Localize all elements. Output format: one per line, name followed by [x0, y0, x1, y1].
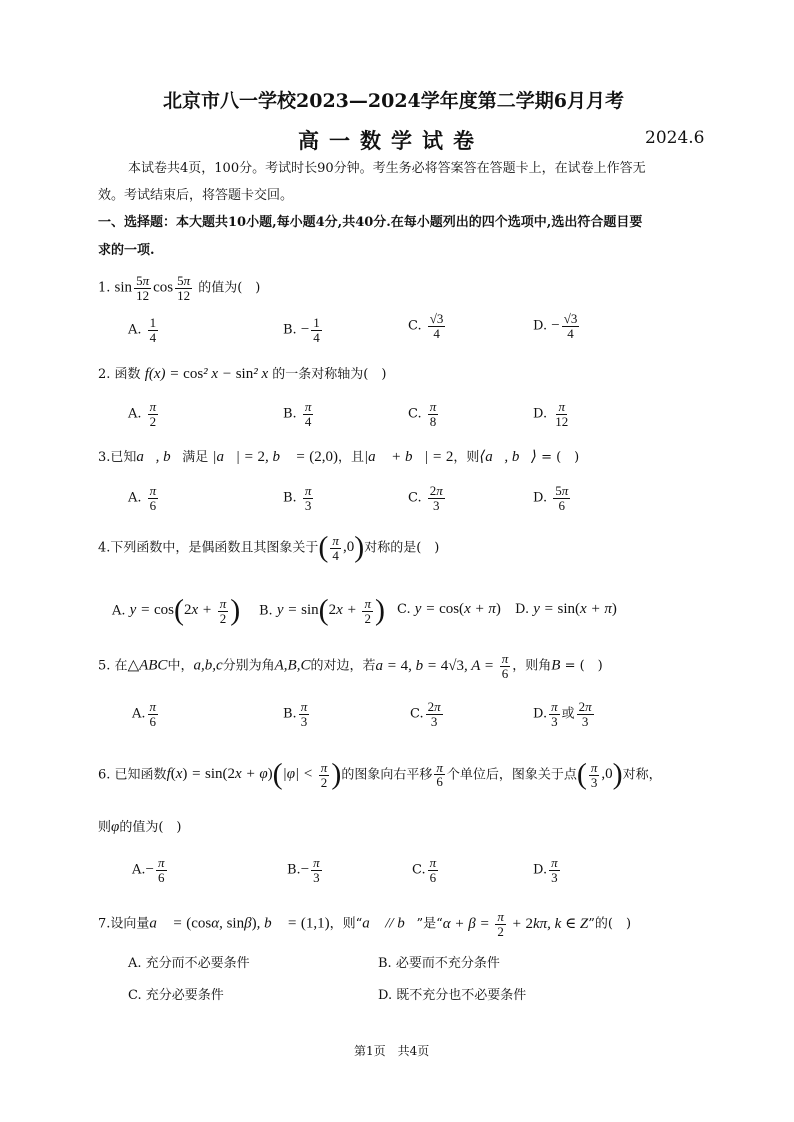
- question-4-stem: 4.下列函数中，是偶函数且其图象关于( $\frac{\pi}{4}$ ,0)对称的是( ): [98, 531, 440, 564]
- q6-option-b: B.− $\frac{\pi}{3}$: [287, 855, 320, 885]
- question-2-stem: 2. 函数 f(x) = cos² x − sin² x 的一条对称轴为( ): [98, 366, 387, 382]
- q6-option-c: C. $\frac{\pi}{6}$: [412, 855, 437, 885]
- question-6-stem-line-2: 则φ的值为( ): [98, 819, 182, 835]
- question-5-stem: 5. 在△ABC中，a,b,c分别为角A,B,C的对边，若a = 4, b = 4√3, A = $\frac{\pi}{6}$ ，则角B = ( ): [98, 651, 603, 681]
- exam-title: 北京市八一学校2023—2024学年度第二学期6月月考: [163, 90, 624, 112]
- q1-option-a: A. $\frac{1}{4}$: [128, 315, 157, 345]
- q3-option-d: D. $\frac{5\pi}{6}$: [533, 483, 569, 513]
- page-footer: 第1页 共4页: [354, 1044, 430, 1058]
- q1-option-c: C. $\frac{√3}{4}$: [408, 311, 444, 341]
- question-number: 1.: [98, 280, 111, 296]
- q4-option-d: D. y = sin(x + π): [515, 601, 617, 617]
- q5-option-a: A. $\frac{\pi}{6}$: [132, 699, 157, 729]
- section-heading-line-1: 一、选择题：本大题共10小题,每小题4分,共40分.在每小题列出的四个选项中,选出符合题目要: [98, 215, 643, 230]
- q4-option-b: B. y = sin(2x + $\frac{\pi}{2}$ ): [259, 594, 385, 627]
- section-heading-line-2: 求的一项.: [98, 243, 155, 258]
- q5-option-d: D. $\frac{\pi}{3}$ 或 $\frac{2\pi}{3}$: [533, 699, 592, 729]
- q3-option-b: B. $\frac{\pi}{3}$: [283, 483, 312, 513]
- q4-option-c: C. y = cos(x + π): [397, 601, 501, 617]
- intro-line-2: 效。考试结束后，将答题卡交回。: [98, 188, 294, 203]
- q2-option-b: B. $\frac{\pi}{4}$: [283, 399, 312, 429]
- q4-option-a: A. y = cos(2x + $\frac{\pi}{2}$ ): [112, 594, 241, 627]
- intro-line-1: 本试卷共4页，100分。考试时长90分钟。考生务必将答案答在答题卡上，在试卷上作答无: [128, 161, 646, 176]
- q6-option-a: A.− $\frac{\pi}{6}$: [132, 855, 165, 885]
- question-stem-text: 的值为( ): [198, 280, 261, 296]
- q3-option-c: C. $\frac{2\pi}{3}$: [408, 483, 443, 513]
- q1-option-b: B. − $\frac{1}{4}$: [283, 315, 320, 345]
- q5-option-b: B. $\frac{\pi}{3}$: [283, 699, 308, 729]
- q7-option-c: C. 充分必要条件: [128, 988, 224, 1003]
- q7-option-b: B. 必要而不充分条件: [378, 956, 500, 971]
- q1-option-d: D. − $\frac{√3}{4}$: [533, 311, 578, 341]
- q2-option-a: A. $\frac{\pi}{2}$: [128, 399, 157, 429]
- q7-option-a: A. 充分而不必要条件: [128, 956, 250, 971]
- q6-option-d: D. $\frac{\pi}{3}$: [533, 855, 558, 885]
- q5-option-c: C. $\frac{2\pi}{3}$: [410, 699, 441, 729]
- q2-option-d: D. $\frac{\pi}{12}$: [533, 399, 569, 429]
- question-3-stem: 3.已知a⃗, b⃗满足 |a⃗| = 2, b⃗ = (2,0)，且|a⃗ + b⃗| = 2，则⟨a⃗, b⃗⟩ = ( ): [98, 449, 580, 465]
- exam-subtitle: 高一数学试卷: [298, 128, 484, 153]
- q2-option-c: C. $\frac{\pi}{8}$: [408, 399, 437, 429]
- q3-option-a: A. $\frac{\pi}{6}$: [128, 483, 157, 513]
- question-7-stem: 7.设向量a⃗ = (cosα, sinβ), b⃗ = (1,1)，则“a⃗ // b⃗”是“α + β = $\frac{\pi}{2}$ + 2kπ, k ∈ Z”的( ): [98, 909, 632, 939]
- question-1-stem: 1. sin $\frac{5\pi}{12}$ cos $\frac{5\pi}{12}$ 的值为( ): [98, 273, 261, 303]
- question-6-stem: 6. 已知函数f(x) = sin(2x + φ)(|φ| < $\frac{\pi}{2}$ )的图象向右平移 $\frac{\pi}{6}$ 个单位后，图象关于点( $\frac{\pi}{3}$ ,0)对称，: [98, 758, 662, 791]
- q7-option-d: D. 既不充分也不必要条件: [378, 988, 527, 1003]
- exam-date: 2024.6: [645, 128, 705, 148]
